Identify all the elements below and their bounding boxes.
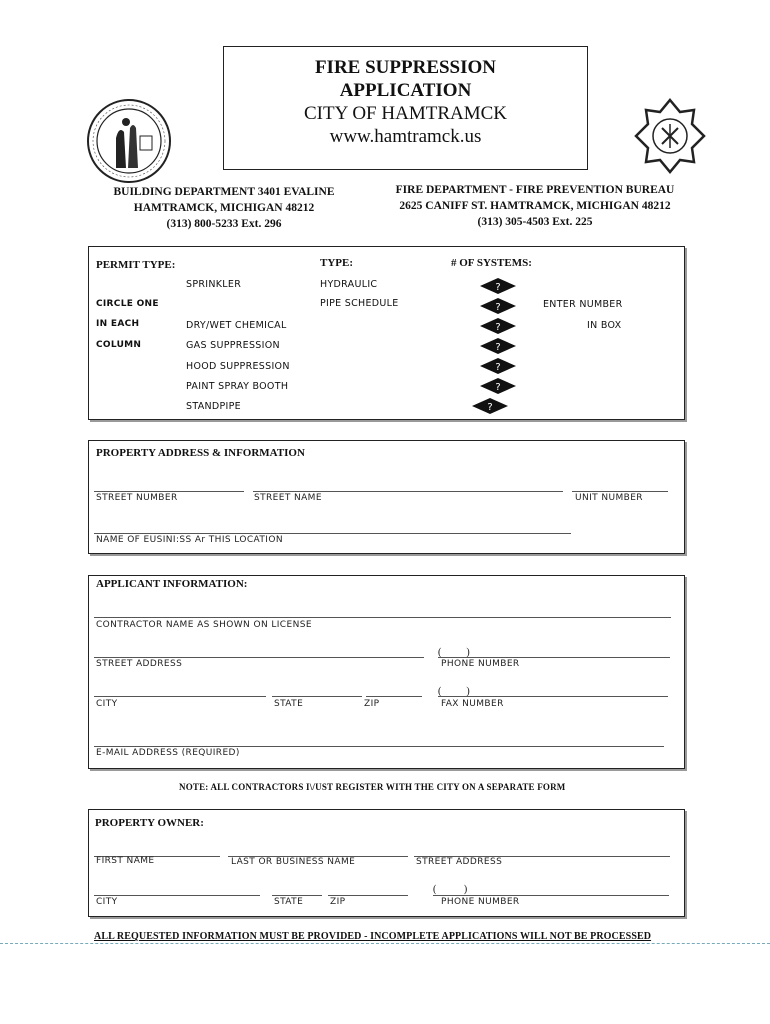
title-line-1: FIRE SUPPRESSION <box>314 57 497 78</box>
applicant-fax-label: FAX NUMBER <box>441 699 504 709</box>
type-option-pipe-schedule[interactable]: PIPE SCHEDULE <box>320 298 399 309</box>
building-dept-line1: BUILDING DEPARTMENT 3401 EVALINE <box>113 186 335 198</box>
svg-text:?: ? <box>495 302 501 313</box>
applicant-phone-field[interactable] <box>438 657 670 658</box>
owner-last-name-label: LAST OR BUSINESS NAME <box>231 857 356 867</box>
type-label: TYPE: <box>320 257 353 269</box>
systems-count-input[interactable] <box>480 318 516 334</box>
fire-dept-address <box>380 182 690 230</box>
permit-option-sprinkler[interactable]: SPRINKLER <box>186 279 242 290</box>
contractor-name-label: CONTRACTOR NAME AS SHOWN ON LICENSE <box>96 620 312 630</box>
in-each-instruction: IN EACH <box>96 319 140 329</box>
building-dept-address <box>94 184 354 232</box>
fire-dept-line3: (313) 305-4503 Ext. 225 <box>477 216 593 228</box>
column-instruction: COLUMN <box>96 340 142 350</box>
systems-count-input[interactable] <box>480 338 516 354</box>
systems-count-input[interactable] <box>480 278 516 294</box>
systems-label: # OF SYSTEMS: <box>451 257 532 269</box>
in-box-note: IN BOX <box>587 320 622 331</box>
applicant-zip-label: ZIP <box>364 699 380 709</box>
svg-text:?: ? <box>495 362 501 373</box>
applicant-city-field[interactable] <box>94 696 266 697</box>
systems-count-input[interactable] <box>480 298 516 314</box>
applicant-email-label: E-MAIL ADDRESS (REQUIRED) <box>96 748 240 758</box>
fire-dept-line2: 2625 CANIFF ST. HAMTRAMCK, MICHIGAN 48212 <box>399 200 671 212</box>
systems-count-input[interactable] <box>480 378 516 394</box>
street-number-field[interactable] <box>94 491 244 492</box>
applicant-state-label: STATE <box>274 699 304 709</box>
circle-one-instruction: CIRCLE ONE <box>96 299 159 309</box>
city-seal-icon <box>86 98 172 184</box>
owner-street-label: STREET ADDRESS <box>416 857 503 867</box>
permit-option-standpipe[interactable]: STANDPIPE <box>186 401 241 412</box>
fire-dept-cross-icon <box>634 98 706 174</box>
permit-section <box>88 246 685 420</box>
permit-type-label: PERMIT TYPE: <box>96 259 176 271</box>
fire-dept-line1: FIRE DEPARTMENT - FIRE PREVENTION BUREAU <box>395 184 675 196</box>
building-dept-line2: HAMTRAMCK, MICHIGAN 48212 <box>133 202 315 214</box>
permit-option-gas-suppression[interactable]: GAS SUPPRESSION <box>186 340 280 351</box>
street-number-label: STREET NUMBER <box>96 493 178 503</box>
property-heading: PROPERTY ADDRESS & INFORMATION <box>96 447 305 459</box>
owner-first-name-label: FIRST NAME <box>96 856 155 866</box>
systems-count-input[interactable] <box>472 398 508 414</box>
building-dept-line3: (313) 800-5233 Ext. 296 <box>166 218 282 230</box>
owner-city-field[interactable] <box>94 895 260 896</box>
business-name-label: NAME OF EUSINI:SS Ar THIS LOCATION <box>96 535 283 545</box>
business-name-field[interactable] <box>94 533 571 534</box>
systems-count-input[interactable] <box>480 358 516 374</box>
street-name-field[interactable] <box>253 491 563 492</box>
owner-heading: PROPERTY OWNER: <box>95 817 204 829</box>
svg-text:?: ? <box>495 322 501 333</box>
city-name: CITY OF HAMTRAMCK <box>303 103 508 124</box>
svg-text:?: ? <box>495 382 501 393</box>
type-option-hydraulic[interactable]: HYDRAULIC <box>320 279 378 290</box>
unit-number-field[interactable] <box>572 491 668 492</box>
owner-phone-area-code[interactable]: ( ) <box>433 884 468 895</box>
permit-option-dry-wet-chemical[interactable]: DRY/WET CHEMICAL <box>186 320 287 331</box>
applicant-street-field[interactable] <box>94 657 424 658</box>
svg-text:?: ? <box>495 342 501 353</box>
contractor-name-field[interactable] <box>94 617 671 618</box>
applicant-state-field[interactable] <box>272 696 362 697</box>
applicant-email-field[interactable] <box>94 746 664 747</box>
phone-area-code[interactable]: ( ) <box>438 647 470 658</box>
footer-requirement-note: ALL REQUESTED INFORMATION MUST BE PROVIDED - INCOMPLETE APPLICATIONS WILL NOT BE PROCESSED <box>94 931 652 942</box>
street-name-label: STREET NAME <box>254 493 322 503</box>
contractor-registration-note: NOTE: ALL CONTRACTORS I\/UST REGISTER WITH THE CITY ON A SEPARATE FORM <box>179 782 566 792</box>
title-line-2: APPLICATION <box>339 80 472 101</box>
fax-area-code[interactable]: ( ) <box>438 686 470 697</box>
applicant-city-label: CITY <box>96 699 118 709</box>
applicant-section <box>88 575 685 769</box>
owner-state-field[interactable] <box>272 895 322 896</box>
applicant-heading: APPLICANT INFORMATION: <box>96 578 248 590</box>
applicant-fax-field[interactable] <box>438 696 668 697</box>
permit-option-paint-spray-booth[interactable]: PAINT SPRAY BOOTH <box>186 381 289 392</box>
owner-state-label: STATE <box>274 897 304 907</box>
owner-zip-label: ZIP <box>330 897 346 907</box>
permit-option-hood-suppression[interactable]: HOOD SUPPRESSION <box>186 361 290 372</box>
title-box <box>223 46 588 170</box>
unit-number-label: UNIT NUMBER <box>575 493 643 503</box>
owner-city-label: CITY <box>96 897 118 907</box>
website: www.hamtramck.us <box>329 126 482 147</box>
owner-phone-field[interactable] <box>433 895 669 896</box>
enter-number-note: ENTER NUMBER <box>543 299 623 310</box>
owner-zip-field[interactable] <box>328 895 408 896</box>
owner-phone-label: PHONE NUMBER <box>441 897 520 907</box>
applicant-zip-field[interactable] <box>366 696 422 697</box>
svg-text:?: ? <box>495 282 501 293</box>
scan-artifact-line <box>0 943 770 944</box>
applicant-street-label: STREET ADDRESS <box>96 659 183 669</box>
svg-text:?: ? <box>487 402 493 413</box>
applicant-phone-label: PHONE NUMBER <box>441 659 520 669</box>
